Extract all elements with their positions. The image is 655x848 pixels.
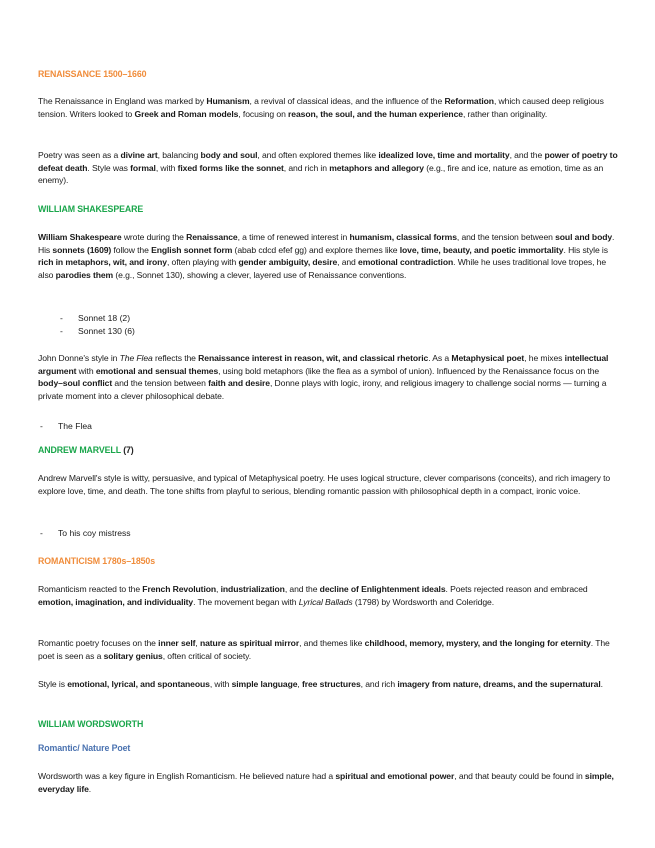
- heading-renaissance: RENAISSANCE 1500–1660: [38, 69, 147, 79]
- renaissance-paragraph-2: Poetry was seen as a divine art, balancing body and soul, and often explored themes like idealized love, time and mortality, and the power of poetry to defeat death. Style was formal, with fixed forms like the sonnet, and rich in metaphors and allegory (e.g., fire and ice, nature as emotion, time as an enemy).: [38, 150, 618, 186]
- renaissance-paragraph-1: The Renaissance in England was marked by Humanism, a revival of classical ideas, and the influence of the Reformation, which caused deep religious tension. Writers looked to Greek and Roman models, focusing on reason, the soul, and the human experience, rather than originality.: [38, 96, 604, 119]
- shakespeare-paragraph: William Shakespeare wrote during the Renaissance, a time of renewed interest in humanism, classical forms, and the tension between soul and body. His sonnets (1609) follow the English sonnet form (abab cdcd efef gg) and explore themes like love, time, beauty, and poetic immortality. His style is rich in metaphors, wit, and irony, often playing with gender ambiguity, desire, and emotional contradiction. While he uses traditional love tropes, he also parodies them (e.g., Sonnet 130), showing a clever, layered use of Renaissance conventions.: [38, 232, 615, 280]
- heading-marvell: ANDREW MARVELL (7): [38, 445, 134, 455]
- list-dash: -: [60, 326, 63, 336]
- donne-paragraph: John Donne's style in The Flea reflects the Renaissance interest in reason, wit, and classical rhetoric. As a Metaphysical poet, he mixes intellectual argument with emotional and sensual themes, using bold metaphors (like the flea as a symbol of union). Influenced by the Renaissance focus on the body–soul conflict and the tension between faith and desire, Donne plays with logic, irony, and religious imagery to challenge social norms — turning a private moment into a clever philosophical debate.: [38, 353, 609, 401]
- romanticism-paragraph-1: Romanticism reacted to the French Revolution, industrialization, and the decline of Enlightenment ideals. Poets rejected reason and embraced emotion, imagination, and individuality. The movement began with Lyrical Ballads (1798) by Wordsworth and Coleridge.: [38, 584, 588, 607]
- list-dash: -: [40, 528, 43, 538]
- romanticism-paragraph-3: Style is emotional, lyrical, and spontaneous, with simple language, free structures, and rich imagery from nature, dreams, and the supernatural.: [38, 679, 603, 689]
- list-item-the-flea: The Flea: [58, 421, 92, 431]
- heading-shakespeare: WILLIAM SHAKESPEARE: [38, 204, 144, 214]
- list-dash: -: [60, 313, 63, 323]
- heading-romanticism: ROMANTICISM 1780s–1850s: [38, 556, 155, 566]
- marvell-paragraph: Andrew Marvell's style is witty, persuasive, and typical of Metaphysical poetry. He uses logical structure, clever comparisons (conceits), and rich imagery to explore love, time, and death. The tone shifts from playful to serious, blending romantic passion with philosophical depth in a compact, ironic voice.: [38, 473, 611, 496]
- heading-wordsworth: WILLIAM WORDSWORTH: [38, 719, 144, 729]
- list-dash: -: [40, 421, 43, 431]
- wordsworth-paragraph: Wordsworth was a key figure in English Romanticism. He believed nature had a spiritual and emotional power, and that beauty could be found in simple, everyday life.: [38, 771, 614, 794]
- list-item-coy-mistress: To his coy mistress: [58, 528, 131, 538]
- list-item-sonnet-18: Sonnet 18 (2): [78, 313, 131, 323]
- list-item-sonnet-130: Sonnet 130 (6): [78, 326, 135, 336]
- subheading-nature-poet: Romantic/ Nature Poet: [38, 743, 131, 753]
- romanticism-paragraph-2: Romantic poetry focuses on the inner self, nature as spiritual mirror, and themes like childhood, memory, mystery, and the longing for eternity. The poet is seen as a solitary genius, often critical of society.: [38, 638, 610, 661]
